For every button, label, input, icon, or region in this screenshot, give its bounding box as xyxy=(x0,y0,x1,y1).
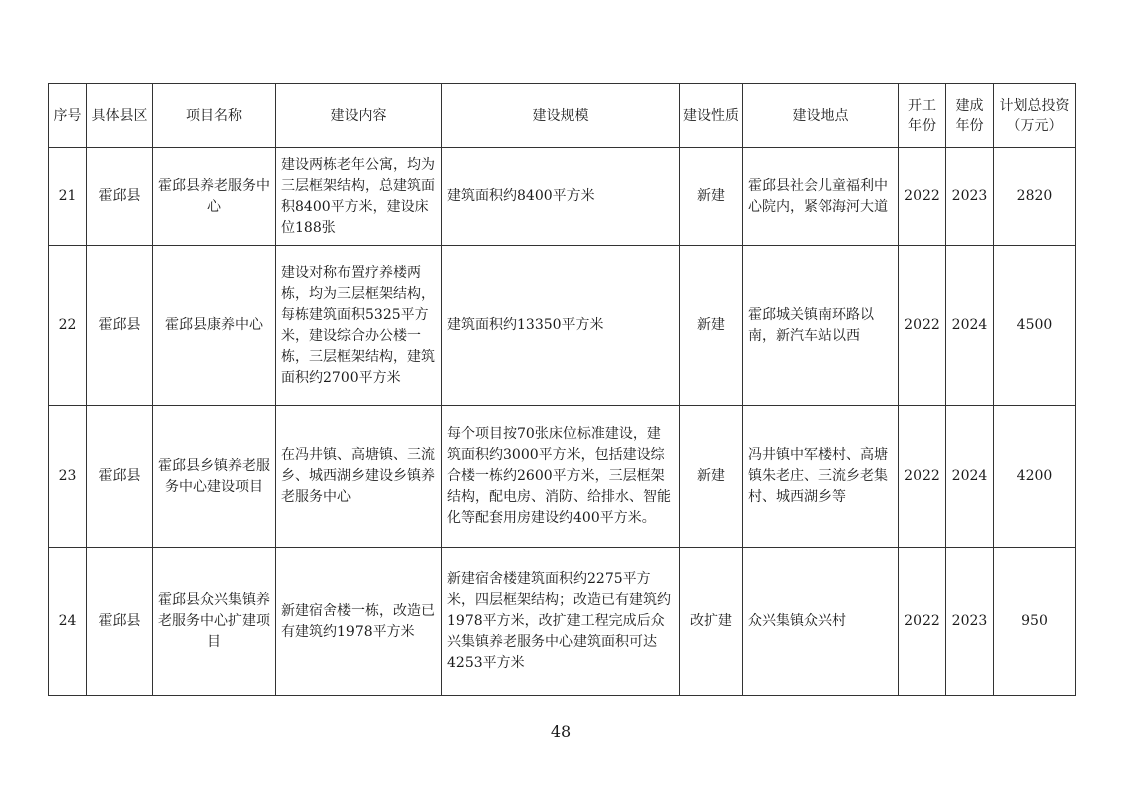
cell-content: 建设对称布置疗养楼两栋，均为三层框架结构，每栋建筑面积5325平方米，建设综合办公楼一栋，三层框架结构，建筑面积约2700平方米 xyxy=(276,246,442,406)
cell-scale: 建筑面积约13350平方米 xyxy=(442,246,680,406)
header-location: 建设地点 xyxy=(743,84,899,148)
cell-location: 冯井镇中军楼村、高塘镇朱老庄、三流乡老集村、城西湖乡等 xyxy=(743,406,899,548)
cell-seq: 24 xyxy=(49,548,87,696)
cell-nature: 新建 xyxy=(680,246,743,406)
header-scale: 建设规模 xyxy=(442,84,680,148)
cell-scale: 新建宿舍楼建筑面积约2275平方米，四层框架结构；改造已有建筑约1978平方米，改扩建工程完成后众兴集镇养老服务中心建筑面积可达4253平方米 xyxy=(442,548,680,696)
cell-finish-year: 2023 xyxy=(946,148,994,246)
table-row xyxy=(49,548,1076,696)
cell-location: 霍邱县社会儿童福利中心院内，紧邻海河大道 xyxy=(743,148,899,246)
header-name: 项目名称 xyxy=(153,84,276,148)
cell-nature: 新建 xyxy=(680,406,743,548)
header-finish-year: 建成年份 xyxy=(946,84,994,148)
cell-county: 霍邱县 xyxy=(87,406,153,548)
cell-county: 霍邱县 xyxy=(87,148,153,246)
header-investment: 计划总投资（万元） xyxy=(994,84,1076,148)
cell-location: 霍邱城关镇南环路以南，新汽车站以西 xyxy=(743,246,899,406)
page-number: 48 xyxy=(550,722,572,741)
cell-name: 霍邱县养老服务中心 xyxy=(153,148,276,246)
cell-nature: 改扩建 xyxy=(680,548,743,696)
cell-nature: 新建 xyxy=(680,148,743,246)
cell-scale: 每个项目按70张床位标准建设，建筑面积约3000平方米，包括建设综合楼一栋约2600平方米，三层框架结构，配电房、消防、给排水、智能化等配套用房建设约400平方米。 xyxy=(442,406,680,548)
cell-investment: 950 xyxy=(994,548,1076,696)
table-row xyxy=(49,246,1076,406)
table-row xyxy=(49,406,1076,548)
table-row xyxy=(49,148,1076,246)
cell-start-year: 2022 xyxy=(899,246,946,406)
table-header-row xyxy=(49,84,1076,148)
cell-name: 霍邱县乡镇养老服务中心建设项目 xyxy=(153,406,276,548)
cell-seq: 23 xyxy=(49,406,87,548)
cell-scale: 建筑面积约8400平方米 xyxy=(442,148,680,246)
cell-content: 建设两栋老年公寓，均为三层框架结构，总建筑面积8400平方米，建设床位188张 xyxy=(276,148,442,246)
cell-investment: 2820 xyxy=(994,148,1076,246)
cell-name: 霍邱县康养中心 xyxy=(153,246,276,406)
cell-location: 众兴集镇众兴村 xyxy=(743,548,899,696)
cell-investment: 4200 xyxy=(994,406,1076,548)
cell-start-year: 2022 xyxy=(899,406,946,548)
cell-seq: 22 xyxy=(49,246,87,406)
header-start-year: 开工年份 xyxy=(899,84,946,148)
cell-finish-year: 2023 xyxy=(946,548,994,696)
cell-finish-year: 2024 xyxy=(946,246,994,406)
project-table xyxy=(48,83,1076,696)
cell-investment: 4500 xyxy=(994,246,1076,406)
header-seq: 序号 xyxy=(49,84,87,148)
cell-start-year: 2022 xyxy=(899,148,946,246)
cell-content: 新建宿舍楼一栋，改造已有建筑约1978平方米 xyxy=(276,548,442,696)
cell-seq: 21 xyxy=(49,148,87,246)
header-county: 具体县区 xyxy=(87,84,153,148)
cell-county: 霍邱县 xyxy=(87,548,153,696)
cell-county: 霍邱县 xyxy=(87,246,153,406)
cell-content: 在冯井镇、高塘镇、三流乡、城西湖乡建设乡镇养老服务中心 xyxy=(276,406,442,548)
header-nature: 建设性质 xyxy=(680,84,743,148)
cell-finish-year: 2024 xyxy=(946,406,994,548)
header-content: 建设内容 xyxy=(276,84,442,148)
cell-name: 霍邱县众兴集镇养老服务中心扩建项目 xyxy=(153,548,276,696)
cell-start-year: 2022 xyxy=(899,548,946,696)
